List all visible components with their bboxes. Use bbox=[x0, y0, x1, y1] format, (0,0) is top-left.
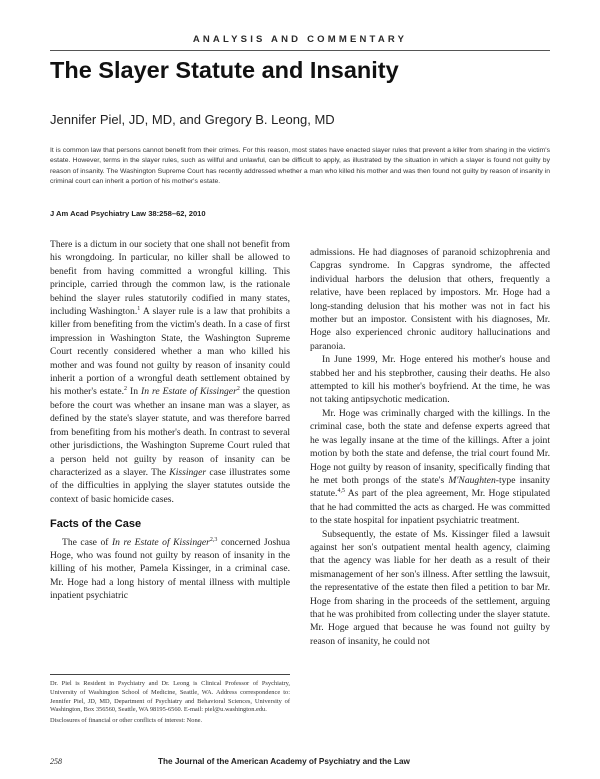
body-paragraph: admissions. He had diagnoses of paranoid schizophrenia and Capgras syndrome. In Capgras syndrome, the affected individual harbors the delusion that others, frequently a relative, have been replaced by impostors. Mr. Hoge had a long-standing delusion that his mother was not in fact his mother but an impostor. Consistent with his diagnoses, Mr. Hoge also experienced chronic auditory hallucinations and paranoia. bbox=[310, 247, 550, 352]
body-paragraph bbox=[310, 407, 550, 528]
text-run: A slayer rule is a law that prohibits a killer from benefiting from the victim's death. In a case of first impression in Washington State, the Washington Supreme Court recently considered whether a man who killed his mother and was found not guilty by reason of insanity could inherit a portion of a wrongful death settlement obtained by his mother's estate. bbox=[50, 306, 290, 398]
facts-paragraph bbox=[50, 536, 290, 603]
intro-paragraph bbox=[50, 238, 290, 506]
text-run: The case of bbox=[62, 536, 112, 548]
case-name: In re Estate of Kissinger bbox=[111, 536, 210, 548]
reference-marker: 1 bbox=[137, 305, 141, 312]
abstract: It is common law that persons cannot benefit from their crimes. For this reason, most states have enacted slayer rules that prevent a killer from sharing in the victim's estate. However, terms in the slayer rules, such as willful and unlawful, can be difficult to apply, as illustrated by the situation in which a slayer is found not guilty by reason of insanity. The Washington Supreme Court has recently addressed whether a man who killed his mother and was then found not guilty by reason of insanity in criminal court can inherit a portion of his mother's estate. bbox=[50, 147, 550, 185]
text-run: As part of the plea agreement, Mr. Hoge stipulated that he had committed the acts as charged. He was committed to the state hospital for inpatient psychiatric treatment. bbox=[310, 488, 550, 527]
left-column bbox=[50, 238, 290, 603]
citation: J Am Acad Psychiatry Law 38:258–62, 2010 bbox=[50, 209, 206, 218]
reference-marker: 4,5 bbox=[337, 488, 345, 495]
footnotes bbox=[50, 674, 290, 728]
article-title: The Slayer Statute and Insanity bbox=[50, 57, 399, 83]
section-label: ANALYSIS AND COMMENTARY bbox=[192, 34, 408, 45]
reference-marker: 2 bbox=[236, 386, 240, 393]
page-number: 258 bbox=[50, 757, 62, 766]
case-name: In re Estate of Kissinger bbox=[141, 386, 237, 398]
text-run: There is a dictum in our society that one shall not benefit from his wrongdoing. In particular, no killer shall be allowed to benefit from having committed a wrongful killing. This principle, carried through the common law, is the rationale behind the slayer rules statutorily codified in many states, including Washington. bbox=[50, 239, 290, 318]
text-run: In bbox=[127, 386, 142, 398]
text-run: case illustrates some of the difficulties in applying the slayer statutes outside the context of basic homicide cases. bbox=[50, 466, 290, 505]
journal-name: The Journal of the American Academy of Psychiatry and the Law bbox=[158, 757, 410, 766]
section-heading: Facts of the Case bbox=[50, 518, 142, 531]
case-name: Kissinger bbox=[169, 466, 207, 478]
right-column bbox=[310, 246, 550, 648]
reference-marker: 2,3 bbox=[209, 536, 218, 543]
article-authors: Jennifer Piel, JD, MD, and Gregory B. Leong, MD bbox=[50, 112, 335, 127]
author-affiliation: Dr. Piel is Resident in Psychiatry and Dr. Leong is Clinical Professor of Psychiatry, University of Washington School of Medicine, Seattle, WA. Address correspondence to: Jennifer Piel, JD, MD, Department of Psychiatry and Behavioral Sciences, University of Washington, Box 356560, Seattle, WA 98195-6560. E-mail: piel@u.washington.edu. bbox=[50, 680, 290, 714]
header-rule bbox=[50, 50, 550, 51]
body-paragraph: In June 1999, Mr. Hoge entered his mother's house and stabbed her and his stepbrother, causing their deaths. He also attempted to kill his mother's boyfriend. At the time, he was not taking antipsychotic medication. bbox=[310, 354, 550, 406]
text-run: -type insanity statute. bbox=[310, 474, 550, 500]
text-run: Mr. Hoge was criminally charged with the killings. In the criminal case, both the state and defense experts agreed that he was legally insane at the time of the killings. After a joint motion by both the state and defense, the trial court found Mr. Hoge not guilty by reason of insanity, specifically finding that he met both prongs of the state's bbox=[310, 407, 550, 486]
text-run: concerned Joshua Hoge, who was found not guilty by reason of insanity in the killing of his mother, Pamela Kissinger, in a criminal case. Mr. Hoge had a long history of mental illness with multiple inpatient psychiatric bbox=[50, 536, 290, 602]
disclosure-note: Disclosures of financial or other conflicts of interest: None. bbox=[50, 717, 203, 725]
reference-marker: 2 bbox=[124, 386, 128, 393]
body-paragraph: Subsequently, the estate of Ms. Kissinger filed a lawsuit against her son's outpatient mental health agency, claiming that the agency was liable for her death as a result of their mismanagement of her son's illness. After settling the lawsuit, the representative of the estate then filed a petition to bar Mr. Hoge from sharing in the proceeds of the settlement, arguing that he was prohibited from collecting under the slayer statute. Mr. Hoge argued that because he was found not guilty by reason of insanity, he could not bbox=[310, 528, 550, 647]
text-run: the question before the court was whether an insane man was a slayer, as defined by the state's slayer statute, and was therefore barred from benefiting from his mother's death. In contrast to several other jurisdictions, the Washington Supreme Court ruled that a person held not guilty by reason of insanity can be characterized as a slayer. The bbox=[50, 386, 291, 478]
case-name: M'Naughten bbox=[448, 474, 496, 486]
